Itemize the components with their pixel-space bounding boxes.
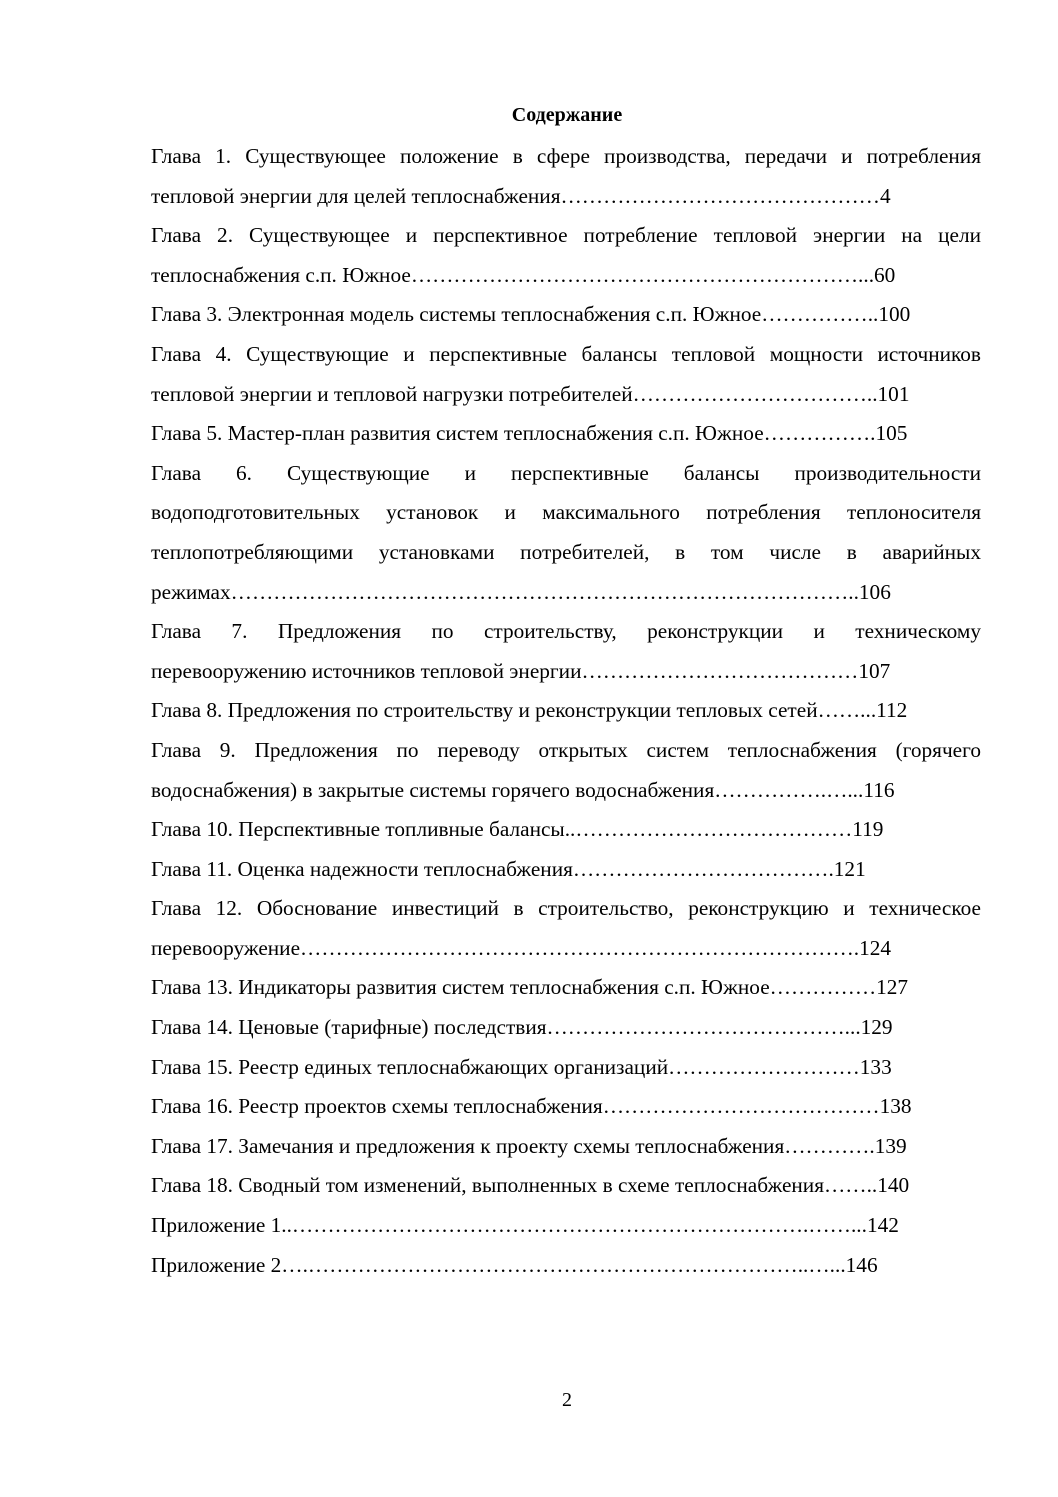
- toc-entry-line: Приложение 1..……………………………………………………………….……...142: [151, 1213, 899, 1238]
- toc-entry-line: Глава 14. Ценовые (тарифные) последствия……………………………………...129: [151, 1015, 893, 1040]
- toc-entry-chapter-4[interactable]: [151, 335, 981, 414]
- toc-entry-line: Глава 12. Обоснование инвестиций в строительство, реконструкцию и техническое: [151, 896, 981, 921]
- toc-entry-line: Глава 5. Мастер-план развития систем теплоснабжения с.п. Южное…………….105: [151, 421, 908, 446]
- toc-entry-line: Глава 15. Реестр единых теплоснабжающих организаций………………………133: [151, 1054, 892, 1079]
- toc-entry-chapter-11[interactable]: [151, 850, 981, 890]
- toc-entry-line: перевооружение…………………………………………………………………….124: [151, 935, 892, 960]
- toc-entry-chapter-10[interactable]: [151, 810, 981, 850]
- toc-entry-chapter-5[interactable]: [151, 414, 981, 454]
- toc-entry-line: теплопотребляющими установками потребителей, в том числе в аварийных: [151, 539, 981, 564]
- toc-entry-chapter-15[interactable]: [151, 1048, 981, 1088]
- toc-entry-line: Глава 3. Электронная модель системы теплоснабжения с.п. Южное……………..100: [151, 302, 911, 327]
- toc-entry-appendix-1[interactable]: [151, 1206, 981, 1246]
- toc-entry-chapter-3[interactable]: [151, 295, 981, 335]
- table-of-contents: [151, 137, 981, 1285]
- toc-entry-chapter-18[interactable]: [151, 1166, 981, 1206]
- toc-entry-line: Глава 4. Существующие и перспективные балансы тепловой мощности источников: [151, 341, 981, 366]
- toc-entry-line: Глава 7. Предложения по строительству, реконструкции и техническому: [151, 619, 981, 644]
- toc-entry-chapter-1[interactable]: [151, 137, 981, 216]
- toc-entry-line: Глава 9. Предложения по переводу открытых систем теплоснабжения (горячего: [151, 737, 981, 762]
- toc-entry-chapter-9[interactable]: [151, 731, 981, 810]
- toc-entry-chapter-8[interactable]: [151, 691, 981, 731]
- toc-entry-line: Приложение 2….……………………………………………………………..…...146: [151, 1252, 878, 1277]
- toc-entry-chapter-7[interactable]: [151, 612, 981, 691]
- toc-title: Содержание: [511, 104, 623, 126]
- toc-entry-line: Глава 8. Предложения по строительству и реконструкции тепловых сетей……...112: [151, 698, 908, 723]
- toc-entry-line: режимах……………………………………………………………………………..106: [151, 579, 891, 604]
- toc-entry-line: Глава 2. Существующее и перспективное потребление тепловой энергии на цели: [151, 223, 981, 248]
- toc-entry-line: Глава 13. Индикаторы развития систем теплоснабжения с.п. Южное……………127: [151, 975, 909, 1000]
- toc-entry-appendix-2[interactable]: [151, 1246, 981, 1286]
- toc-entry-chapter-6[interactable]: [151, 454, 981, 612]
- toc-entry-chapter-14[interactable]: [151, 1008, 981, 1048]
- toc-entry-chapter-16[interactable]: [151, 1087, 981, 1127]
- toc-entry-line: Глава 16. Реестр проектов схемы теплоснабжения…………………………………138: [151, 1094, 912, 1119]
- toc-entry-line: водоснабжения) в закрытые системы горячего водоснабжения…………….…...116: [151, 777, 895, 802]
- toc-entry-line: теплоснабжения с.п. Южное………………………………………………………...60: [151, 262, 896, 287]
- toc-entry-line: тепловой энергии для целей теплоснабжения………………………………………4: [151, 183, 891, 208]
- toc-entry-line: перевооружению источников тепловой энергии…………………………………107: [151, 658, 891, 683]
- toc-entry-line: Глава 18. Сводный том изменений, выполненных в схеме теплоснабжения……..140: [151, 1173, 910, 1198]
- toc-entry-line: Глава 10. Перспективные топливные балансы..…………………………………119: [151, 817, 884, 842]
- toc-entry-line: Глава 11. Оценка надежности теплоснабжения……………………………….121: [151, 856, 866, 881]
- page-number: 2: [562, 1389, 572, 1411]
- toc-entry-line: Глава 1. Существующее положение в сфере производства, передачи и потребления: [151, 144, 981, 168]
- toc-entry-chapter-12[interactable]: [151, 889, 981, 968]
- toc-entry-chapter-13[interactable]: [151, 968, 981, 1008]
- toc-entry-line: тепловой энергии и тепловой нагрузки потребителей……………………………..101: [151, 381, 910, 406]
- toc-entry-chapter-2[interactable]: [151, 216, 981, 295]
- toc-entry-chapter-17[interactable]: [151, 1127, 981, 1167]
- toc-entry-line: водоподготовительных установок и максимального потребления теплоносителя: [151, 500, 981, 525]
- toc-entry-line: Глава 17. Замечания и предложения к проекту схемы теплоснабжения………….139: [151, 1133, 907, 1158]
- toc-entry-line: Глава 6. Существующие и перспективные балансы производительности: [151, 460, 981, 485]
